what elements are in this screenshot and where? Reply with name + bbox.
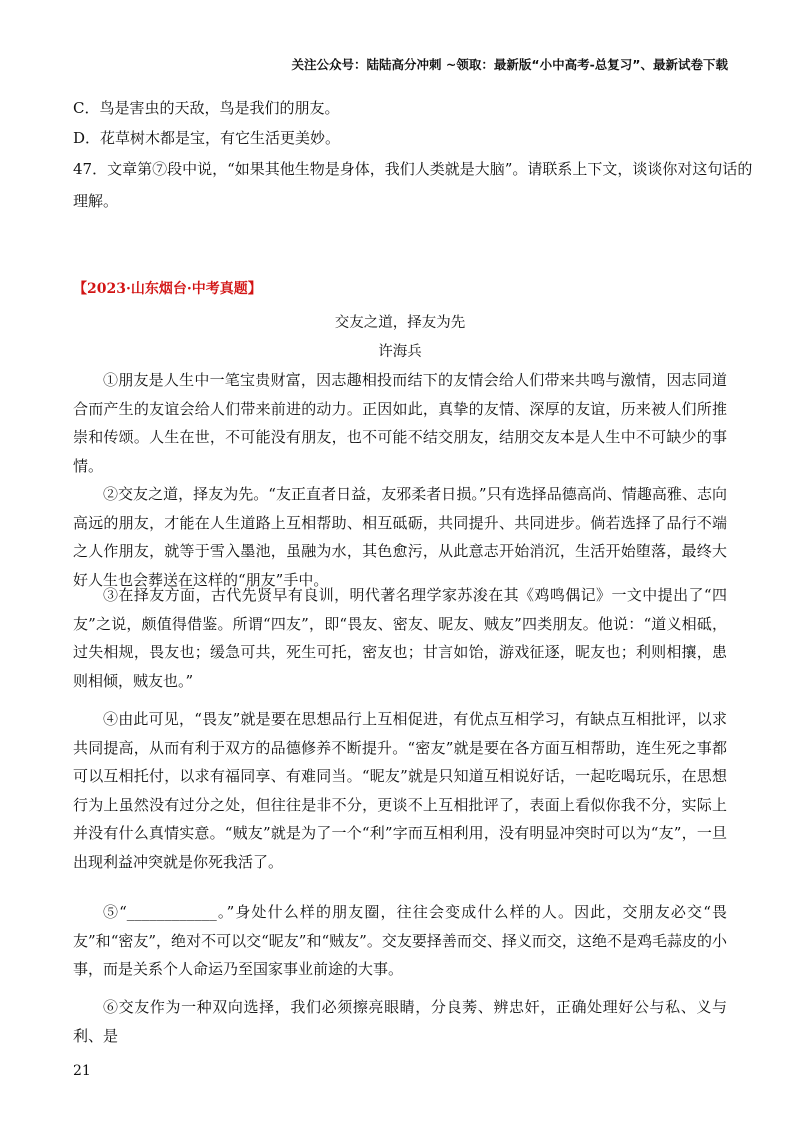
paragraph-5: ⑤“____________。”身处什么样的朋友圈，往往会变成什么样的人。因此，交朋友必交“畏友”和“密友”，绝对不可以交“昵友”和“贼友”。交友要择善而交、择义而交，这绝不是鸡毛蒜皮的小事，而是关系个人命运乃至国家事业前途的大事。	[73, 903, 727, 979]
question-47-line2: 理解。	[73, 192, 119, 210]
paragraph-1: ①朋友是人生中一笔宝贵财富，因志趣相投而结下的友情会给人们带来共鸣与激情，因志同道合而产生的友谊会给人们带来前进的动力。正因如此，真挚的友情、深厚的友谊，历来被人们所推崇和传颂。人生在世，不可能没有朋友，也不可能不结交朋友，结朋交友本是人生中不可缺少的事情。	[73, 371, 727, 475]
page-header: 关注公众号：陆陆高分冲刺 ~领取：最新版“小中高考-总复习”、最新试卷下载	[291, 57, 728, 72]
source-tag: 【2023·山东烟台·中考真题】	[73, 281, 262, 297]
paragraph-3: ③在择友方面，古代先贤早有良训，明代著名理学家苏浚在其《鸡鸣偶记》一文中提出了“四友”之说，颇值得借鉴。所谓“四友”，即“畏友、密友、昵友、贼友”四类朋友。他说：“道义相砥，过失相规，畏友也；缓急可共，死生可托，密友也；甘言如饴，游戏征逐，昵友也；利则相攘，患则相倾，贼友也。”	[73, 586, 727, 690]
paragraph-2: ②交友之道，择友为先。“友正直者日益，友邪柔者日损。”只有选择品德高尚、情趣高雅、志向高远的朋友，才能在人生道路上互相帮助、相互砥砺，共同提升、共同进步。倘若选择了品行不端之人作朋友，就等于雪入墨池，虽融为水，其色愈污，从此意志开始消沉，生活开始堕落，最终大好人生也会葬送在这样的“朋友”手中。	[73, 485, 727, 589]
article-author: 许海兵	[378, 344, 422, 360]
paragraph-6: ⑥交友作为一种双向选择，我们必须擦亮眼睛，分良莠、辨忠奸，正确处理好公与私、义与利、是	[73, 998, 727, 1045]
page-number: 21	[73, 1063, 91, 1079]
option-c: C．鸟是害虫的天敌，鸟是我们的朋友。	[73, 99, 340, 117]
article-title: 交友之道，择友为先	[334, 315, 466, 331]
option-d: D．花草树木都是宝，有它生活更美妙。	[73, 129, 341, 147]
question-47-line1: 47．文章第⑦段中说，“如果其他生物是身体，我们人类就是大脑”。请联系上下文，谈谈你对这句话的	[73, 160, 753, 178]
paragraph-4: ④由此可见，“畏友”就是要在思想品行上互相促进，有优点互相学习，有缺点互相批评，以求共同提高，从而有利于双方的品德修养不断提升。“密友”就是要在各方面互相帮助，连生死之事都可以互相托付，以求有福同享、有难同当。“昵友”就是只知道互相说好话，一起吃喝玩乐，在思想行为上虽然没有过分之处，但往往是非不分，更谈不上互相批评了，表面上看似你我不分，实际上并没有什么真情实意。“贼友”就是为了一个“利”字而互相利用，没有明显冲突时可以为“友”，一旦出现利益冲突就是你死我活了。	[73, 710, 727, 871]
